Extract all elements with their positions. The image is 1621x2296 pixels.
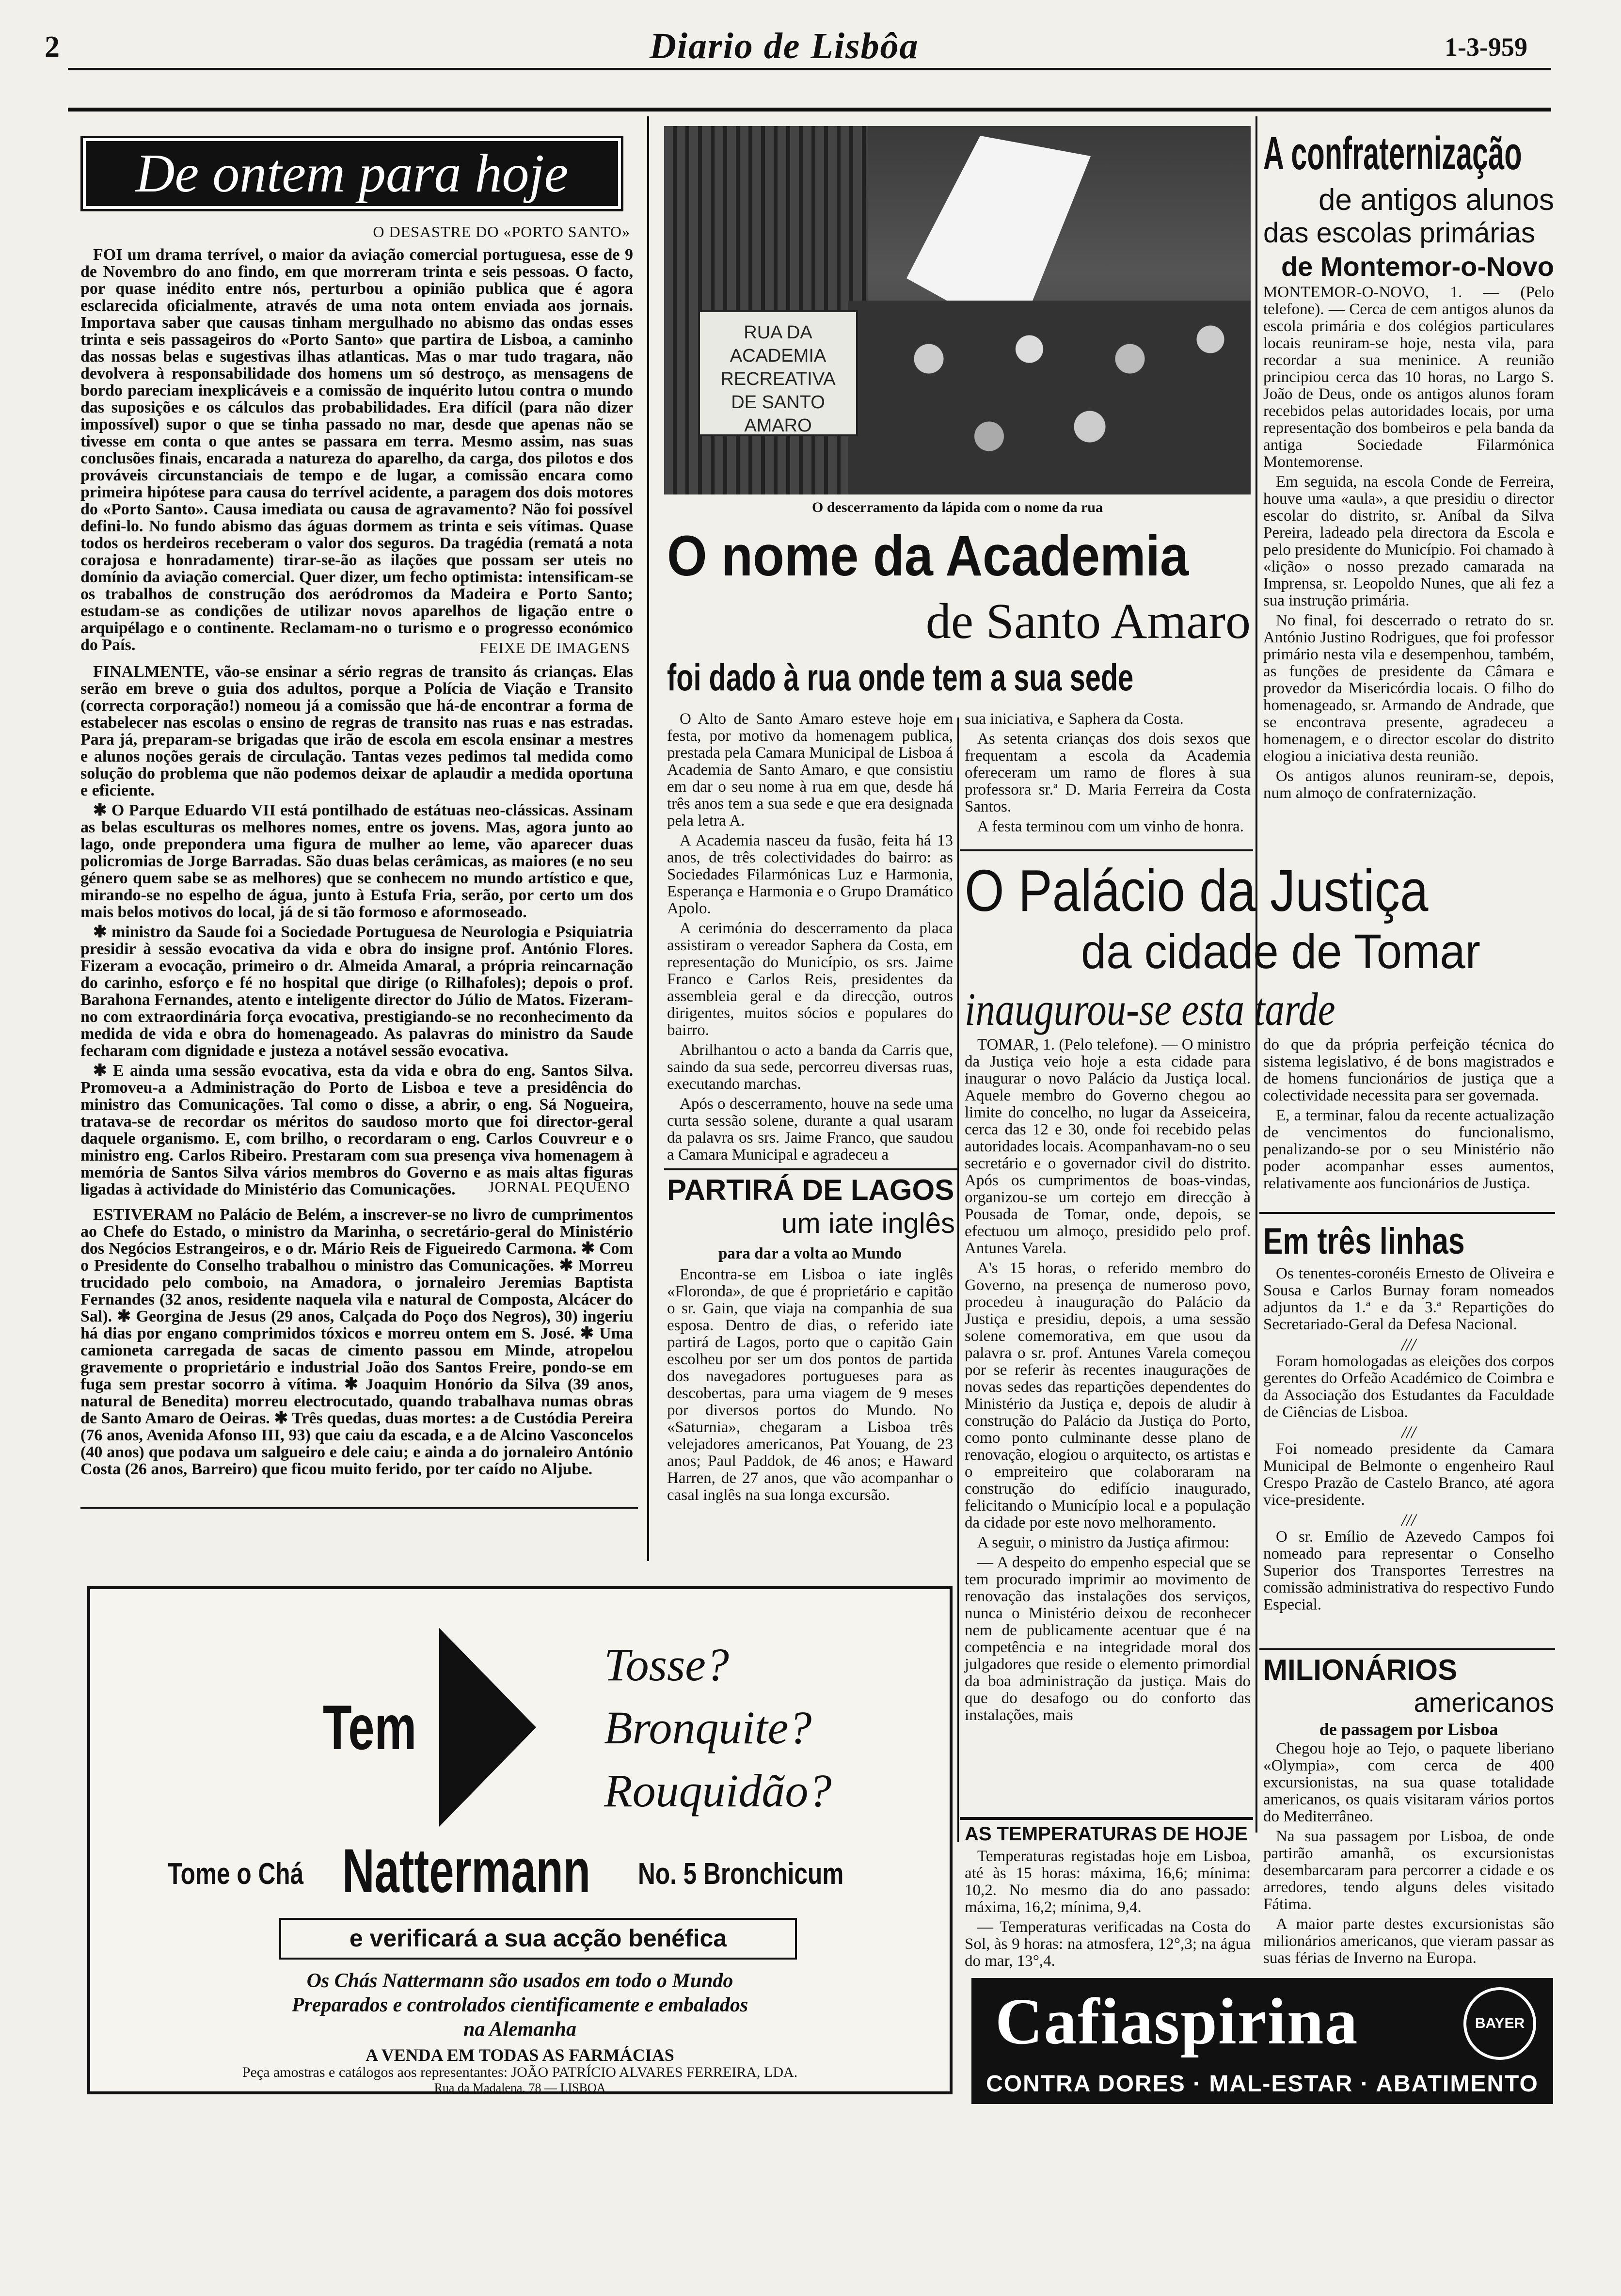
article-heading-porto-santo: O DESASTRE DO «PORTO SANTO»	[373, 223, 630, 240]
jornal-pequeno-text: ESTIVERAM no Palácio de Belém, a inscrever-se no livro de cumprimentos ao Chefe do Estado, o ministro da Marinha, o secretário-geral do Ministério dos Negócios Estrangeiros, e o dr. Mário Reis de Figueiredo Carmona. ✱ Com o Presidente do Conselho trabalhou o ministro das Comunicações. ✱ Morreu trucidado pelo comboio, na Amadora, o jornaleiro Jeremias Baptista Fernandes (32 anos, residente naquela vila e natural de Composta, Alcácer do Sal). ✱ Georgina de Jesus (29 anos, Calçada do Poço dos Negros), 30) ingeriu há dias por engano comprimidos tóxicos e morreu ontem em S. José. ✱ Uma camioneta carregada de sacas de cimento passou em Minde, atropelou gravemente o proprietário e industrial João dos Santos Freire, pondo-se em fuga sem prestar socorro à vítima. ✱ Joaquim Honório da Silva (39 anos, natural de Benedita) morreu electrocutado, quando trabalhava numas obras de Santo Amaro de Oeiras. ✱ Três quedas, duas mortes: a de Custódia Pereira (76 anos, Avenida Afonso III, 93) que caiu da escada, e a de Alcino Vasconcelos (40 anos) que podava um salgueiro e dele caiu; e ainda a do jornaleiro António Costa (26 anos, Barreiro) que ficou muito ferido, por ter caído no Aljube.	[80, 1206, 633, 1478]
tres-linhas-sep-1: ///	[1401, 1335, 1416, 1354]
article-tres-linhas	[1263, 1265, 1554, 1643]
ad-address: Rua da Madalena, 78 — LISBOA	[434, 2081, 606, 2095]
feixe-paragraph-4: ✱ E ainda uma sessão evocativa, esta da vida e obra do eng. Santos Silva. Promoveu-a a Administração do Porto de Lisboa e teve a presidência do ministro das Comunicações. Tal como o disse, a abrir, o eng. Sá Nogueira, tratava-se de recordar os méritos do saudoso morto que foi director-geral daquele organismo. E, com brilho, o recordaram o eng. Carlos Couvreur e o ministro eng. Carlos Ribeiro. Prestaram com sua presença viva homenagem à memória de Santos Silva vários membros do Governo e as mais altas figuras ligadas à actividade do Ministério das Comunicações.	[80, 1062, 633, 1198]
subhead-lagos: um iate inglês	[781, 1208, 955, 1239]
ad-product-name: No. 5 Bronchicum	[638, 1857, 844, 1891]
article-confraternizacao	[1263, 284, 1554, 842]
academia-p2: A Academia nasceu da fusão, feita há 13 anos, de três colectividades do bairro: as Sociedades Filarmónicas Luz e Harmonia, Esperança e Harmonia e o Grupo Dramático Apolo.	[667, 832, 953, 917]
academia-p4: Abrilhantou o acto a banda da Carris que, saindo da sua sede, percorreu diversas ruas, executando marchas.	[667, 1041, 953, 1093]
academia-b3: A festa terminou com um vinho de honra.	[977, 818, 1244, 835]
kicker-milionarios: de passagem por Lisboa	[1319, 1720, 1498, 1739]
feixe-paragraph-3: ✱ ministro da Saude foi a Sociedade Portuguesa de Neurologia e Psiquiatria presidir à sessão evocativa da vida e obra do insigne prof. António Flores. Fizeram a evocação, primeiro o dr. Almeida Amaral, a própria reincarnação do carinho, esforço e fé no hospital que dirige (o Rilhafoles); depois o prof. Barahona Fernandes, atento e inteligente director do Júlio de Matos. Fizeram-no com extraordinária força evocativa, prestigiando-se no reconhecimento da medida de vida e obra do homenageado. As palavras do ministro da Saude fecharam com dignidade e justeza a notável sessão evocativa.	[80, 923, 633, 1060]
ad-sale: A VENDA EM TODAS AS FARMÁCIAS	[366, 2045, 674, 2065]
tres-linhas-p1: Os tenentes-coronéis Ernesto de Oliveira e Sousa e Carlos Burnay foram nomeados adjuntos da 1.ª e da 3.ª Repartições do Secretariado-Geral da Defesa Nacional.	[1263, 1265, 1554, 1333]
photo-crowd	[848, 301, 1251, 494]
column-rule-1	[647, 116, 649, 1561]
column-rule-3	[957, 718, 959, 1522]
article-porto-santo	[80, 246, 633, 654]
rule-temp-top	[960, 1817, 1253, 1820]
headline-tomar-3: inaugurou-se esta tarde	[965, 983, 1335, 1035]
confraternizacao-p2: Em seguida, na escola Conde de Ferreira, houve uma «aula», a que presidiu o director escolar do distrito, sr. Aníbal da Silva Pereira, ladeado pela directora da Escola e pelo presidente do Município. Foi chamado à «lição» o nosso prezado camarada na Imprensa, sr. Leopoldo Nunes, que ali fez a sua instrução primária.	[1263, 473, 1554, 609]
headline-tomar-2: da cidade de Tomar	[1081, 925, 1480, 979]
rule-lagos-top	[664, 1168, 957, 1170]
ad-question-rouquidao: Rouquidão?	[604, 1765, 832, 1817]
tres-linhas-p3: Foi nomeado presidente da Camara Municipal de Belmonte o engenheiro Raul Crespo Prazão de Castelo Branco, até agora vice-presidente.	[1263, 1440, 1554, 1509]
ad-line-1: Os Chás Nattermann são usados em todo o Mundo	[306, 1970, 733, 1992]
column-rule-4	[957, 1503, 959, 1842]
rule-tomar-top	[960, 849, 1253, 851]
confraternizacao-p1: MONTEMOR-O-NOVO, 1. — (Pelo telefone). — Cerca de cem antigos alunos da escola primária e dos colégios particulares locais reuniram-se hoje, nesta vila, para recordar a sua meninice. A reunião principiou cerca das 10 horas, no Largo S. João de Deus, onde os antigos alunos foram recebidos pelas autoridades locais, por uma representação dos bombeiros e pela banda da antiga Sociedade Filarmónica Montemorense.	[1263, 284, 1554, 471]
ad-line-3: na Alemanha	[463, 2018, 576, 2041]
tres-linhas-sep-3: ///	[1401, 1510, 1416, 1530]
ad-arrow-icon	[439, 1628, 536, 1827]
temperaturas-p2: — Temperaturas verificadas na Costa do Sol, às 9 horas: na atmosfera, 12°,3; na água do mar, 13°,4.	[965, 1918, 1251, 1970]
academia-p5: Após o descerramento, houve na sede uma curta sessão solene, durante a qual usaram da palavra os srs. Jaime Franco, que saudou a Camara Municipal e agradeceu a	[667, 1095, 953, 1164]
lagos-text: Encontra-se em Lisboa o iate inglês «Floronda», de que é proprietário e capitão o sr. Gain, que viaja na companhia de sua esposa. Dentro de dias, o referido iate partirá de Lagos, porto que o capitão Gain escolheu por ser um dos pontos de partida dos navegadores portugueses para as descobertas, para uma viagem de 9 meses por diversos portos do Mundo. No «Saturnia», chegaram a Lisboa três velejadores americanos, Pat Youang, de 23 anos; Paul Paddok, de 46 anos; e Haward Harren, de 27 anos, que vão acompanhar o casal inglês na sua longa excursão.	[667, 1266, 953, 1504]
ad-question-tosse: Tosse?	[604, 1639, 729, 1690]
headline-milionarios: MILIONÁRIOS	[1263, 1654, 1457, 1686]
masthead-rule	[68, 68, 1551, 70]
tomar-p4: — A despeito do empenho especial que se tem procurado imprimir ao movimento de renovação das instalações dos serviços, nunca o Ministério deixou de reconhecer nem de publicamente acentuar que é na competência e na integridade moral dos julgadores que reside o elemento primordial da boa administração da justiça. Mais do que do desafogo ou do conforto das instalações, mais	[965, 1554, 1251, 1724]
ad-line-2: Preparados e controlados cientificamente e embalados	[291, 1994, 748, 2016]
ad-question-bronquite: Bronquite?	[604, 1702, 812, 1754]
tres-linhas-p2: Foram homologadas as eleições dos corpos gerentes do Orfeão Académico de Coimbra e da Associação dos Estudantes da Faculdade de Ciências de Lisboa.	[1263, 1353, 1554, 1421]
cafiaspirina-tagline: CONTRA DORES · MAL-ESTAR · ABATIMENTO	[986, 2071, 1539, 2097]
ad-tome-o-cha: Tome o Chá	[168, 1857, 304, 1891]
ad-benefit-box: e verificará a sua acção benéfica	[279, 1918, 797, 1960]
article-academia-col-b	[965, 711, 1251, 846]
column-1-bottom-rule	[80, 1507, 638, 1509]
ad-brand-nattermann: Nattermann	[342, 1836, 591, 1906]
article-academia-col-a	[667, 711, 953, 1196]
rule-tres-linhas-top	[1259, 1212, 1555, 1214]
milionarios-p3: A maior parte destes excursionistas são milionários americanos, que vieram passar as suas férias de Inverno na Europa.	[1263, 1915, 1554, 1967]
academia-b2: As setenta crianças dos dois sexos que frequentam a escola da Academia ofereceram um ramo de flores à sua professora sr.ª D. Maria Ferreira da Costa Santos.	[965, 730, 1251, 815]
article-temperaturas	[965, 1848, 1251, 1969]
advertisement-nattermann	[87, 1586, 953, 2094]
headline-confraternizacao-4: de Montemor-o-Novo	[1281, 251, 1554, 282]
newspaper-title: Diario de Lisbôa	[650, 26, 919, 66]
article-heading-jornal-pequeno: JORNAL PEQUENO	[488, 1178, 630, 1196]
feixe-paragraph-1: FINALMENTE, vão-se ensinar a sério regras de transito ás crianças. Elas serão em breve o guia dos adultos, porque a Polícia de Viação e Transito (correcta corporação!) nomeou já a comissão que há-de encontrar a forma de estabelecer nas escolas o ensino de regras de transito nas ruas e nas estradas. Para já, preparam-se brigadas que irão de escola em escola ensinar a mestres e alunos noções gerais de circulação. Tantas vezes pedimos tal medida como solução do problema que não podemos deixar de aplaudir a medida oportuna e eficiente.	[80, 663, 633, 799]
advertisement-cafiaspirina	[971, 1978, 1553, 2104]
article-heading-feixe: FEIXE DE IMAGENS	[479, 639, 630, 656]
issue-date: 1-3-959	[1445, 32, 1527, 62]
kicker-lagos: para dar a volta ao Mundo	[718, 1245, 902, 1262]
headline-confraternizacao-3: das escolas primárias	[1263, 217, 1535, 249]
cafiaspirina-brand: Cafiaspirina	[995, 1985, 1359, 2058]
headline-tres-linhas: Em três linhas	[1263, 1221, 1465, 1262]
academia-b1: sua iniciativa, e Saphera da Costa.	[965, 710, 1184, 728]
article-milionarios	[1263, 1740, 1554, 1967]
page-number: 2	[45, 31, 60, 64]
academia-p1: O Alto de Santo Amaro esteve hoje em festa, por motivo da homenagem publica, prestada pela Camara Municipal de Lisboa á Academia de Santo Amaro, e que consistiu em dar o seu nome à rua em que, desde há três anos tem a sua sede e que era designada pela letra A.	[667, 710, 953, 829]
headline-lagos: PARTIRÁ DE LAGOS	[667, 1174, 954, 1206]
masthead-rule-2	[68, 108, 1551, 112]
tomar-p1: TOMAR, 1. (Pelo telefone). — O ministro da Justiça veio hoje a esta cidade para inaugurar o novo Palácio da Justiça local. Aquele membro do Governo chegou ao limite do concelho, no lugar da Asseiceira, cerca das 12 e 30, onde foi recebido pelas autoridades locais. Acompanhavam-no o seu secretário e o governador civil do distrito. Após os cumprimentos de boas-vindas, organizou-se um cortejo em direcção à Pousada de Tomar, onde, depois, se efectuou um almoço, presidido pelo prof. Antunes Varela.	[965, 1036, 1251, 1257]
article-jornal-pequeno	[80, 1206, 633, 1488]
tomar-b1: do que da própria perfeição técnica do sistema legislativo, é de bons magistrados e de homens funcionários de justiça que a colectividade necessita para ser governada.	[1263, 1036, 1554, 1104]
academia-p3: A cerimónia do descerramento da placa assistiram o vereador Saphera da Costa, em representação do Município, os srs. Jaime Franco e Carlos Reis, presidentes da assembleia geral e da direcção, outros dirigentes, muitos sócios e populares do bairro.	[667, 920, 953, 1039]
headline-tomar-1: O Palácio da Justiça	[965, 858, 1429, 924]
headline-confraternizacao: A confraternização	[1263, 128, 1522, 179]
confraternizacao-p3: No final, foi descerrado o retrato do sr. António Justino Rodrigues, que foi professor primário nesta vila e desempenhou, também, as funções de presidente da Câmara e provedor da Misericórdia locais. O filho do homenageado, sr. Armando de Andrade, que se encontrava presente, agradeceu a homenagem, e o director escolar do distrito elogiou a iniciativa desta reunião.	[1263, 612, 1554, 765]
bayer-cross-icon	[1463, 1987, 1536, 2060]
article-porto-santo-text: FOI um drama terrível, o maior da aviação comercial portuguesa, esse de 9 de Novembro do ano findo, em que morreram trinta e seis pessoas. O facto, por quase inédito entre nós, perturbou a opinião publica que é agora esclarecida oficialmente, através de uma nota ontem enviada aos jornais. Importava saber que causas tinham mergulhado no abismo das ondas esses trinta e seis passageiros do «Porto Santo» que partira de Lisboa, a caminho das nossas belas e sugestivas ilhas atlanticas. Mas o mar tudo tragara, não devolvera à responsabilidade dos homens um só destroço, as mensagens de bordo pareciam inexplicáveis e a comissão de inquérito lutou contra o mundo das suposições e os cálculos das probabilidades. Era difícil (para não dizer impossível) supor o que se tinha passado no mar, desde que apenas não se tivesse em conta o que antes se passara em terra. Mesmo assim, nas suas conclusões finais, encarada a natureza do aparelho, da carga, dos pilotos e dos prováveis circunstanciais de tempo e de lugar, a comissão encara como primeira hipótese para causa do terrível acidente, a paragem dos dois motores do «Porto Santo». Causa imediata ou causa de agravamento? Não foi possível defini-lo. No fundo abismo das águas dormem as trinta e seis vítimas. Quase todos os herdeiros receberam o valor dos seguros. Da tragédia (rematá a nota corajosa e honradamente) tirar-se-ão as ilações que possam ser uteis no domínio da aviação comercial. Quer dizer, um fecho optimista: intensificam-se os trabalhos de construção dos aeródromos da Madeira e Porto Santo; estudam-se as condições de utilizar novos aparelhos de ligação entre o arquipélago e o continente. Reclamam-no o turismo e o progresso económico do País.	[80, 246, 633, 654]
confraternizacao-p4: Os antigos alunos reuniram-se, depois, num almoço de confraternização.	[1263, 767, 1554, 802]
headline-temperaturas: AS TEMPERATURAS DE HOJE	[965, 1823, 1248, 1845]
headline-milionarios-2: americanos	[1414, 1687, 1554, 1718]
rule-milionarios-top	[1259, 1648, 1555, 1650]
tres-linhas-sep-2: ///	[1401, 1422, 1416, 1442]
ad-tem: Tem	[323, 1692, 417, 1763]
section-banner-title: De ontem para hoje	[135, 144, 569, 204]
feixe-paragraph-2: ✱ O Parque Eduardo VII está pontilhado de estátuas neo-clássicas. Assinam as belas esculturas os melhores nomes, entre os jovens. Mas, agora junto ao lago, onde prepondera uma figura de mulher ao leme, vão aparecer duas policromias de Jorge Barradas. São duas belas cerâmicas, as maiores (e no seu género quem sabe se as melhores) que se conhecem no mundo artístico e que, mirando-se no espelho de água, junto à Estufa Fria, serão, por certo um dos mais belos motivos do local, já de si tão formoso e aformoseado.	[80, 801, 633, 921]
street-sign	[698, 310, 858, 436]
news-photo	[664, 126, 1251, 494]
article-tomar-col-a	[965, 1036, 1251, 1817]
headline-academia-1: O nome da Academia	[667, 524, 1189, 588]
tomar-p2: A's 15 horas, o referido membro do Governo, na presença de numeroso povo, procedeu à inauguração do Palácio da Justiça e presidiu, depois, a uma sessão solene comemorativa, em que usou da palavra o sr. prof. Antunes Varela começou por se referir às recentes inaugurações de novas sedes das repartições dependentes do Ministério da Justiça e, depois de aludir à construção do Palácio da Justiça do Porto, como ponto culminante desse plano de renovação, elogiou o arquitecto, os artistas e o empreiteiro que colaboraram na construção do edifício inaugurado, felicitando o Município local e a população da cidade por este novo melhoramento.	[965, 1260, 1251, 1531]
headline-academia-2: de Santo Amaro	[925, 593, 1251, 649]
photo-caption: O descerramento da lápida com o nome da rua	[812, 499, 1103, 515]
article-lagos	[667, 1266, 953, 1504]
milionarios-p1: Chegou hoje ao Tejo, o paquete liberiano «Olympia», com cerca de 400 excursionistas, na sua quase totalidade americanos, os quais visitaram vários portos do Mediterrâneo.	[1263, 1740, 1554, 1825]
bayer-label: BAYER	[1475, 2015, 1525, 2031]
ad-samples: Peça amostras e catálogos aos representantes: JOÃO PATRÍCIO ALVARES FERREIRA, LDA.	[242, 2064, 798, 2080]
section-banner	[80, 136, 623, 211]
milionarios-p2: Na sua passagem por Lisboa, de onde partirão amanhã, os excursionistas desembarcaram para percorrer a cidade e os arredores, tendo alguns deles visitado Fátima.	[1263, 1828, 1554, 1913]
headline-confraternizacao-2: de antigos alunos	[1318, 183, 1554, 217]
subhead-academia: foi dado à rua onde tem a sua sede	[667, 656, 1134, 699]
article-tomar-col-b	[1263, 1036, 1554, 1211]
street-sign-text: RUA DA ACADEMIA RECREATIVA DE SANTO AMARO	[720, 322, 836, 436]
tomar-p3: A seguir, o ministro da Justiça afirmou:	[977, 1534, 1230, 1551]
tres-linhas-p4: O sr. Emílio de Azevedo Campos foi nomeado para representar o Conselho Superior dos Transportes Terrestres na comissão administrativa do respectivo Fundo Especial.	[1263, 1528, 1554, 1613]
temperaturas-p1: Temperaturas registadas hoje em Lisboa, até às 15 horas: máxima, 16,6; mínima: 10,2. No mesmo dia do ano passado: máxima, 16,2; mínima, 9,4.	[965, 1848, 1251, 1916]
tomar-b2: E, a terminar, falou da recente actualização de vencimentos do funcionalismo, penalizando-se por o seu Ministério não poder acompanhar esses aumentos, relativamente aos funcionários de Justiça.	[1263, 1107, 1554, 1192]
